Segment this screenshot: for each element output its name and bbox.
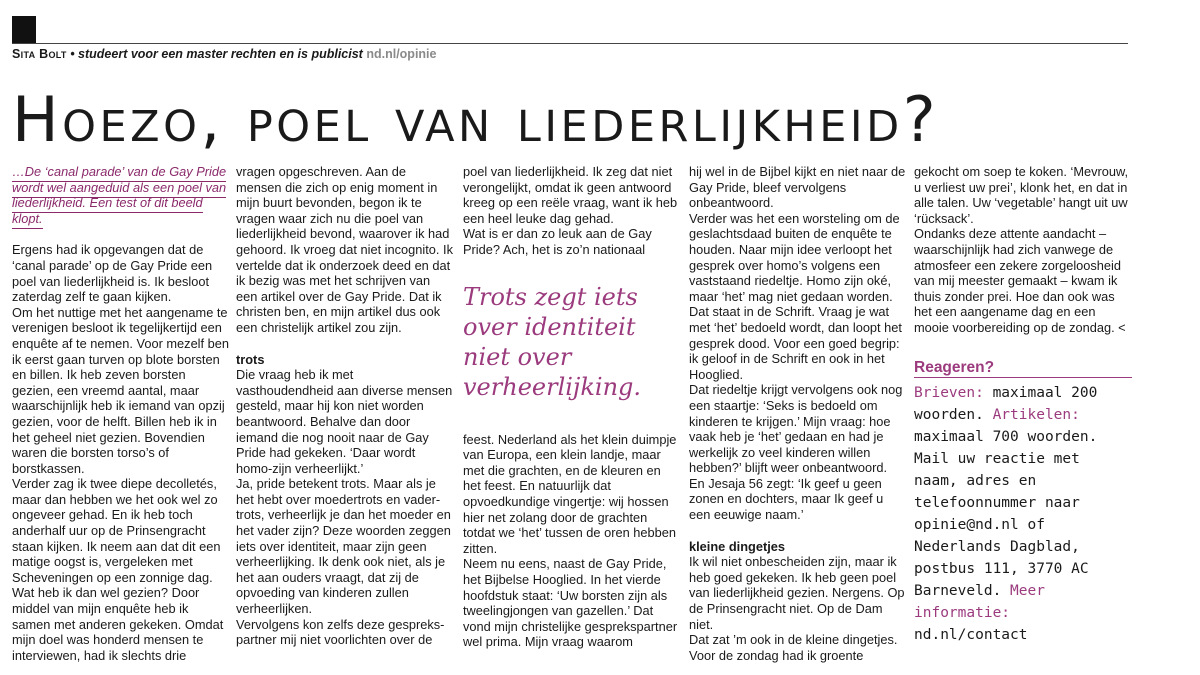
paragraph: poel van liederlijkheid. Ik zeg dat niet verongelijkt, omdat ik geen antwoord kreeg op een reële vraag, want ik heb een heel leuke dag gehad.: [463, 164, 678, 226]
brieven-text: maximaal 200 woorden.: [914, 385, 1098, 424]
artikelen-text: maximaal 700 woorden. Mail uw reactie met naam, adres en telefoonnummer naar opinie@nd.nl of Nederlands Dagblad, postbus 111, 3770 AC Barneveld.: [914, 429, 1098, 600]
paragraph: Wat heb ik dan wel gezien? Door middel van mijn enquête heb ik samen met anderen gekeken. Omdat mijn doel was honderd mensen te interviewen, had ik slechts drie: [12, 585, 224, 663]
paragraph: hij wel in de Bijbel kijkt en niet naar de Gay Pride, bleef vervolgens onbeantwoord.: [689, 164, 906, 211]
paragraph: gekocht om soep te koken. ‘Mevrouw, u verliest uw prei’, klonk het, en dat in alle talen. Uw ‘vegetable’ hangt uit uw ‘rücksack’.: [914, 164, 1129, 226]
column-2: [236, 164, 454, 664]
headline: Hoezo, poel van liederlijkheid?: [12, 83, 940, 156]
site-link[interactable]: nd.nl/opinie: [366, 47, 437, 61]
paragraph: vragen opgeschreven. Aan de mensen die zich op enig moment in mijn buurt bevonden, begon ik te vragen waar zich nu die poel van liederlijkheid bevond, waarover ik had gehoord. Ik vroeg dat niet incognito. Ik vertelde dat ik onderzoek deed en dat ik bezig was met het schrijven van een artikel over de Gay Pride. Dat ik christen ben, en mijn artikel dus ook een christelijk artikel zou zijn.: [236, 164, 453, 335]
subhead-kleine-dingetjes: kleine dingetjes: [689, 538, 786, 554]
paragraph: Verder zag ik twee diepe decolletés, maar dan hebben we het ook wel zo ongeveer gehad. En ik heb toch anderhalf uur op de Prinsengracht staan kijken. Ik neem aan dat dit een matige oogst is, vergeleken met Scheveningen op een zonnige dag.: [12, 476, 221, 585]
contact-link[interactable]: nd.nl/contact: [914, 627, 1028, 644]
paragraph: Ondanks deze attente aandacht – waarschijnlijk had zich vanwege de atmosfeer een zekere zorgeloosheid van mij meester gemaakt – kwam ik thuis zonder prei. Hoe dan ook was het een aangename dag en een mooie voorbereiding op de zondag. <: [914, 226, 1126, 335]
paragraph: Om het nuttige met het aangename te verenigen besloot ik tegelijkertijd een enquête af te nemen. Voor mezelf ben ik eerst gaan turven op blote borsten en billen. Ik heb zeven borsten gezien, een vreemd aantal, maar waarschijnlijk heb ik iemand van opzij gezien, voor de helft. Billen heb ik in het geheel niet gezien. Bovendien waren die borsten torso’s of borstkassen.: [12, 304, 229, 476]
corner-block: [12, 16, 36, 43]
reageren-body: [914, 382, 1132, 646]
paragraph: En Jesaja 56 zegt: ‘Ik geef u geen zonen en dochters, maar Ik geef u een eeuwige naam.’: [689, 475, 884, 523]
paragraph: Vervolgens kon zelfs deze gespreks-partner mij niet voorlichten over de: [236, 616, 445, 648]
intro-text: …De ‘canal parade’ van de Gay Pride wordt wel aangeduid als een poel van liederlijkheid. Een test of dit beeld klopt.: [12, 164, 230, 226]
column-3: [463, 164, 681, 664]
paragraph: Verder was het een worsteling om de geslachtsdaad buiten de enquête te houden. Naar mijn idee verloopt het gesprek over homo’s volgens een vaststaand riedeltje. Homo zijn oké, maar ‘het’ mag niet gedaan worden. Dat staat in de Schrift. Vraag je wat met ‘het’ bedoeld wordt, dan loopt het gesprek dood. Voor een goed begrip: ik geloof in de Schrift en ook in het Hooglied.: [689, 210, 902, 382]
subhead-trots: trots: [236, 351, 265, 367]
paragraph: Dat riedeltje krijgt vervolgens ook nog een staartje: ‘Seks is bedoeld om kinderen te krijgen.’ Mijn vraag: hoe vaak heb je ‘het’ gedaan en had je werkelijk zo veel kinderen willen hebben?’ blijft weer onbeantwoord.: [689, 382, 903, 476]
top-rule: [12, 43, 1128, 44]
paragraph: Wat is er dan zo leuk aan de Gay Pride? Ach, het is zo’n nationaal: [463, 226, 652, 257]
paragraph: feest. Nederland als het klein duimpje van Europa, een klein landje, maar met die grachten, en de kleuren en het feest. En natuurlijk dat opvoedkundige vingertje: wij hossen hier net zolang door de grachten totdat we ‘het’ tussen de oren hebben zitten.: [463, 431, 677, 556]
paragraph: Dat zat ’m ook in de kleine dingetjes. Voor de zondag had ik groente: [689, 632, 898, 663]
author-description: • studeert voor een master rechten en is publicist: [70, 47, 363, 61]
reageren-title: Reageren?: [914, 360, 1132, 379]
byline: [12, 47, 436, 61]
column-1: [12, 164, 230, 664]
paragraph: Ergens had ik opgevangen dat de ‘canal parade’ op de Gay Pride een poel van liederlijkheid is. Ik besloot zaterdag zelf te gaan kijken.: [12, 242, 213, 305]
paragraph: Neem nu eens, naast de Gay Pride, het Bijbelse Hooglied. In het vierde hoofdstuk staat: ‘Uw borsten zijn als tweelingjongen van gazellen.’ Dat vond mijn christelijke gesprekspartner wel prima. Mijn vraag waarom: [463, 556, 678, 650]
pull-quote: Trots zegt iets over identiteit niet over verheerlijking.: [463, 282, 642, 401]
paragraph: Ja, pride betekent trots. Maar als je het hebt over moedertrots en vader-trots, verheerlijk je dan het moeder en het vader zijn? Deze woorden zeggen iets over identiteit, maar zijn geen verheerlijking. Ik denk ook niet, als je het aan ouders vraagt, dat zij de opvoeding van kinderen zullen verheerlijken.: [236, 476, 451, 617]
artikelen-label: Artikelen:: [992, 407, 1080, 424]
author-name: Sita Bolt: [12, 47, 67, 61]
paragraph: Die vraag heb ik met vasthoudendheid aan diverse mensen gesteld, maar hij kon niet worden beantwoord. Behalve dan door iemand die nog nooit naar de Gay Pride had gekeken. ‘Daar wordt homo-zijn verheerlijkt.’: [236, 367, 453, 476]
column-5: [914, 164, 1132, 664]
brieven-label: Brieven:: [914, 385, 984, 402]
paragraph: Ik wil niet onbescheiden zijn, maar ik heb goed gekeken. Ik heb geen poel van liederlijkheid gezien. Nergens. Op de Prinsengracht niet. Op de Dam niet.: [689, 554, 905, 632]
column-4: [689, 164, 907, 664]
meer-informatie-label: Meer informatie:: [914, 583, 1045, 622]
